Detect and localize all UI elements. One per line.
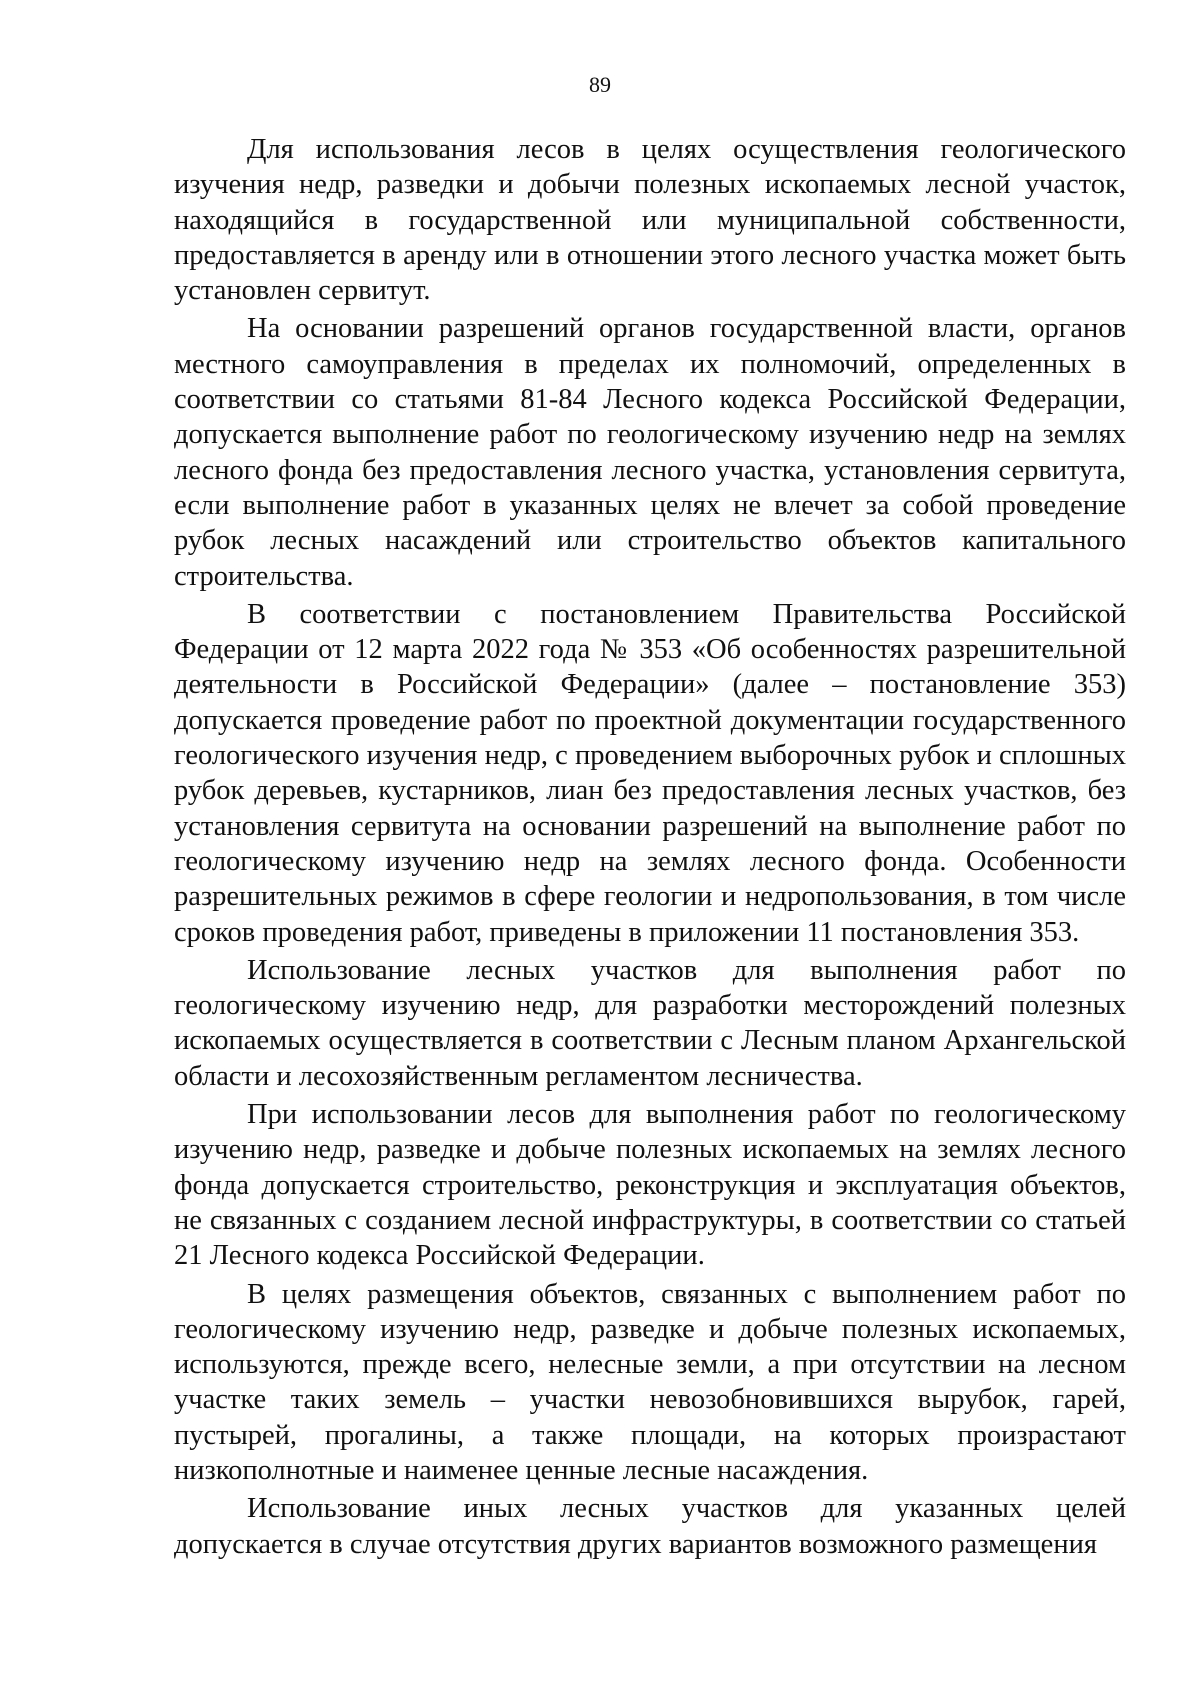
paragraph: В соответствии с постановлением Правительства Российской Федерации от 12 марта 2022 года № 353 «Об особенностях разрешительной деятельности в Российской Федерации» (далее – постановление 353) допускается проведение работ по проектной документации государственного геологического изучения недр, с проведением выборочных рубок и сплошных рубок деревьев, кустарников, лиан без предоставления лесных участков, без установления сервитута на основании разрешений на выполнение работ по геологическому изучению недр на землях лесного фонда. Особенности разрешительных режимов в сфере геологии и недропользования, в том числе сроков проведения работ, приведены в приложении 11 постановления 353. xyxy=(174,598,1126,948)
page-number: 89 xyxy=(589,72,611,97)
paragraph: Использование иных лесных участков для указанных целей допускается в случае отсутствия других вариантов возможного размещения xyxy=(174,1493,1126,1560)
paragraph: Использование лесных участков для выполнения работ по геологическому изучению недр, для разработки месторождений полезных ископаемых осуществляется в соответствии с Лесным планом Архангельской области и лесохозяйственным регламентом лесничества. xyxy=(174,954,1126,1092)
paragraph: На основании разрешений органов государственной власти, органов местного самоуправления в пределах их полномочий, определенных в соответствии со статьями 81-84 Лесного кодекса Российской Федерации, допускается выполнение работ по геологическому изучению недр на землях лесного фонда без предоставления лесного участка, установления сервитута, если выполнение работ в указанных целях не влечет за собой проведение рубок лесных насаждений или строительство объектов капитального строительства. xyxy=(174,313,1126,592)
paragraph: При использовании лесов для выполнения работ по геологическому изучению недр, разведке и добыче полезных ископаемых на землях лесного фонда допускается строительство, реконструкция и эксплуатация объектов, не связанных с созданием лесной инфраструктуры, в соответствии со статьей 21 Лесного кодекса Российской Федерации. xyxy=(174,1099,1126,1272)
body-text xyxy=(174,132,1126,1565)
paragraph: В целях размещения объектов, связанных с выполнением работ по геологическому изучению недр, разведке и добыче полезных ископаемых, используются, прежде всего, нелесные земли, а при отсутствии на лесном участке таких земель – участки невозобновившихся вырубок, гарей, пустырей, прогалины, а также площади, на которых произрастают низкополнотные и наименее ценные лесные насаждения. xyxy=(174,1278,1126,1486)
paragraph: Для использования лесов в целях осуществления геологического изучения недр, разведки и добычи полезных ископаемых лесной участок, находящийся в государственной или муниципальной собственности, предоставляется в аренду или в отношении этого лесного участка может быть установлен сервитут. xyxy=(174,134,1126,307)
